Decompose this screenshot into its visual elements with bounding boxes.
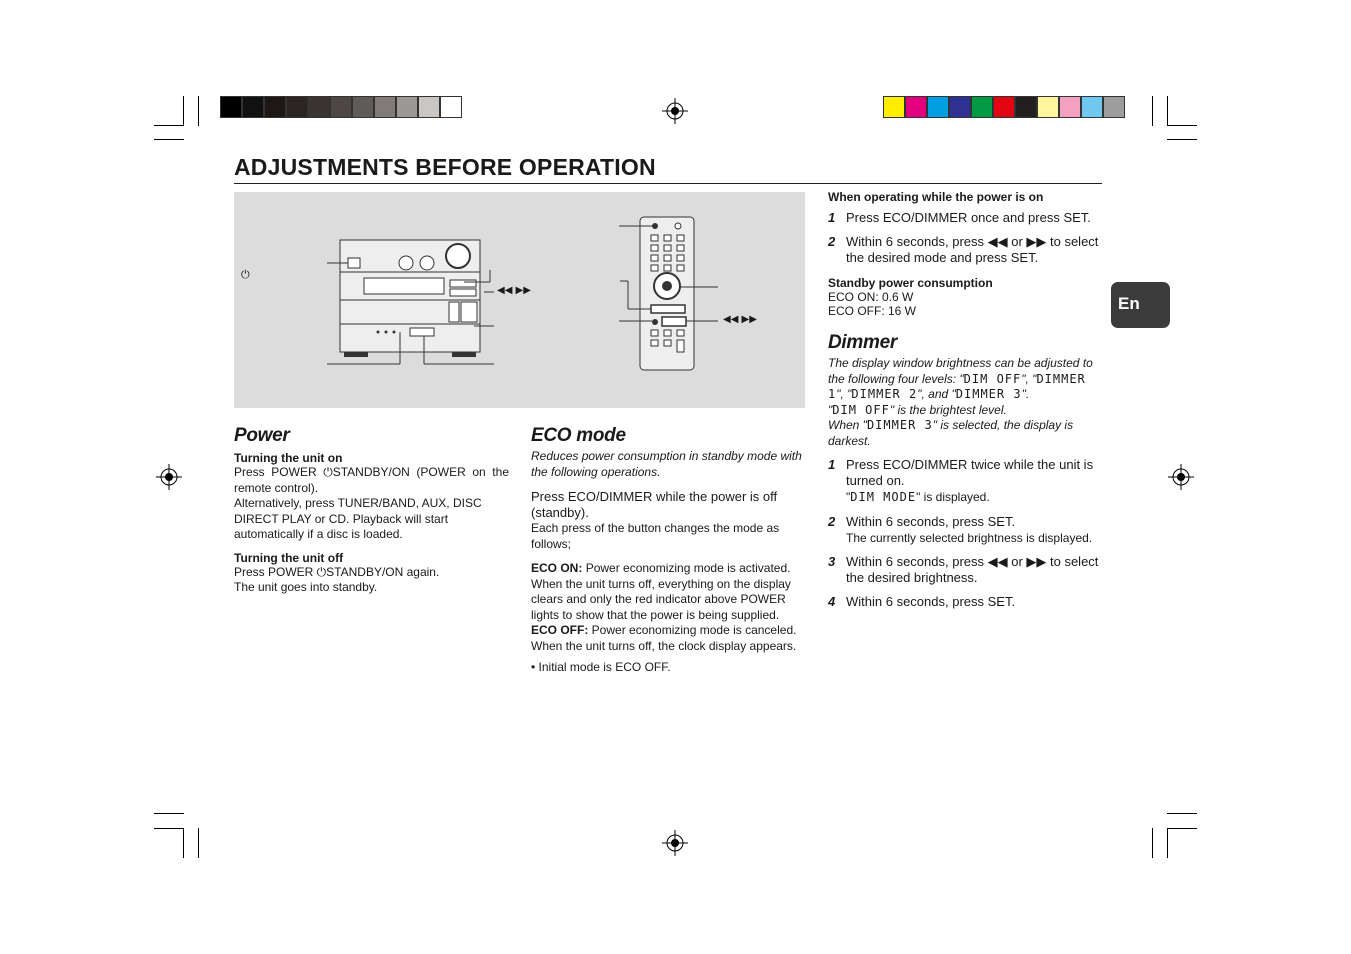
power-icon: ⏻ [241, 268, 250, 281]
separator: ". [1021, 387, 1030, 401]
color-swatch [418, 96, 440, 118]
color-swatch [352, 96, 374, 118]
crop-mark-icon [1167, 828, 1168, 858]
crop-mark-icon [154, 125, 184, 126]
turning-off-text: Press POWER ⏻STANDBY/ON again. [234, 564, 440, 579]
registration-mark-icon [662, 830, 688, 856]
crop-mark-icon [154, 139, 184, 140]
separator: ", " [1021, 371, 1037, 386]
step-note-text: " is displayed. [916, 490, 990, 504]
gray-calibration-bar [220, 96, 462, 118]
color-swatch [286, 96, 308, 118]
color-swatch [1081, 96, 1103, 118]
eco-bullet: • Initial mode is ECO OFF. [531, 660, 671, 674]
skip-arrows-label: ◀◀ ▶▶ [723, 314, 757, 325]
color-swatch [905, 96, 927, 118]
turning-off-subheading: Turning the unit off [234, 550, 344, 565]
step-text: Within 6 seconds, press SET. [846, 513, 1016, 529]
eco-each-text: Each press of the button changes the mode as follows; [531, 521, 780, 551]
step-number: 4 [828, 594, 836, 609]
title-rule [234, 183, 1102, 184]
eco-on-consumption: ECO ON: 0.6 W [828, 290, 914, 304]
darkest-text-a: When " [828, 418, 867, 432]
step-note: The currently selected brightness is displayed. [846, 530, 1093, 545]
color-swatch [1015, 96, 1037, 118]
lcd-text: DIMMER 3 [866, 418, 933, 432]
crop-mark-icon [154, 828, 184, 829]
color-swatch [927, 96, 949, 118]
crop-mark-icon [1152, 96, 1153, 126]
lcd-text: DIMMER 3 [955, 387, 1022, 401]
turning-on-subheading: Turning the unit on [234, 451, 343, 465]
color-swatch [1059, 96, 1081, 118]
eco-off-consumption: ECO OFF: 16 W [828, 304, 917, 318]
lcd-text: DIM OFF [832, 402, 890, 417]
color-swatch [971, 96, 993, 118]
crop-mark-icon [1167, 125, 1197, 126]
eco-off-label: ECO OFF: [531, 623, 589, 637]
step-text: Within 6 seconds, press ◀◀ or ▶▶ to select the desired mode and press SET. [846, 234, 1099, 265]
step-note [846, 490, 990, 504]
crop-mark-icon [1167, 828, 1197, 829]
lcd-text: DIMMER 2 [851, 387, 918, 401]
eco-press-text: Press ECO/DIMMER while the power is off (standby). [531, 489, 778, 520]
device-illustration [234, 192, 805, 408]
eco-on-label: ECO ON: [531, 561, 583, 575]
eco-on-detail: When the unit turns off, everything on the display clears and only the red indicator above POWER lights to show that the power is being supplied. [531, 576, 791, 622]
stereo-unit-drawing [324, 232, 524, 372]
crop-mark-icon [183, 96, 184, 126]
quote: " [828, 402, 833, 417]
step-number: 2 [828, 234, 836, 249]
dimmer-brightest [828, 403, 1103, 419]
power-section [234, 425, 509, 596]
operating-subheading: When operating while the power is on [828, 190, 1044, 204]
turning-off-standby-text: The unit goes into standby. [234, 580, 378, 594]
page-title: ADJUSTMENTS BEFORE OPERATION [234, 154, 656, 180]
crop-mark-icon [1152, 828, 1153, 858]
eco-bullet-text: Initial mode is ECO OFF. [538, 660, 671, 674]
separator: ", and " [917, 387, 956, 401]
dimmer-heading: Dimmer [828, 332, 897, 353]
step-number: 1 [828, 210, 836, 225]
dimmer-intro [828, 356, 1103, 403]
eco-heading: ECO mode [531, 425, 626, 446]
eco-step-1 [828, 210, 1103, 226]
color-swatch [883, 96, 905, 118]
dimmer-step-2 [828, 514, 1103, 547]
color-swatch [949, 96, 971, 118]
eco-intro: Reduces power consumption in standby mode with the following operations. [531, 449, 802, 479]
lcd-text: DIMMER 1 [828, 371, 1086, 401]
color-swatch [242, 96, 264, 118]
dimmer-intro-text: The display window brightness can be adjusted to the following four levels: " [828, 356, 1093, 386]
step-text: Within 6 seconds, press SET. [846, 594, 1016, 609]
color-swatch [374, 96, 396, 118]
color-swatch [1037, 96, 1059, 118]
brightest-text: " is the brightest level. [889, 402, 1007, 417]
color-swatch [1103, 96, 1125, 118]
step-text: Press ECO/DIMMER once and press SET. [846, 210, 1091, 225]
crop-mark-icon [183, 828, 184, 858]
eco-off-text: Power economizing mode is canceled. [591, 623, 797, 637]
eco-step-2 [828, 234, 1103, 266]
lcd-text: DIM OFF [963, 371, 1022, 386]
registration-mark-icon [662, 98, 688, 124]
color-swatch [396, 96, 418, 118]
dimmer-step-3 [828, 554, 1103, 586]
step-number: 1 [828, 457, 836, 472]
step-number: 3 [828, 554, 836, 569]
turning-on-text: Press POWER ⏻STANDBY/ON (POWER on the remote control). [234, 465, 509, 495]
crop-mark-icon [1167, 813, 1197, 814]
color-swatch [264, 96, 286, 118]
crop-mark-icon [1167, 96, 1168, 126]
quote: " [846, 490, 851, 504]
eco-off-line [531, 623, 807, 639]
eco-off-detail: When the unit turns off, the clock display appears. [531, 638, 797, 653]
dimmer-step-4 [828, 594, 1103, 610]
power-heading: Power [234, 425, 290, 446]
remote-control-drawing [618, 214, 728, 374]
color-swatch [993, 96, 1015, 118]
right-column [828, 190, 1103, 610]
language-tab-label: En [1118, 294, 1140, 313]
color-swatch [220, 96, 242, 118]
crop-mark-icon [154, 813, 184, 814]
color-swatch [330, 96, 352, 118]
dimmer-step-1 [828, 457, 1103, 506]
color-swatch [308, 96, 330, 118]
turning-on-alt-text: Alternatively, press TUNER/BAND, AUX, DISC DIRECT PLAY or CD. Playback will start automatically if a disc is loaded. [234, 496, 482, 541]
darkest-text-b: " is selected, the display is darkest. [828, 418, 1074, 448]
registration-mark-icon [1168, 464, 1194, 490]
standby-subheading: Standby power consumption [828, 276, 993, 290]
eco-on-line [531, 561, 807, 577]
color-calibration-bar [883, 96, 1125, 118]
step-number: 2 [828, 513, 836, 529]
color-swatch [440, 96, 462, 118]
registration-mark-icon [156, 464, 182, 490]
skip-arrows-label: ◀◀ ▶▶ [497, 285, 531, 296]
lcd-text: DIM MODE [850, 490, 917, 504]
eco-section [531, 425, 807, 676]
crop-mark-icon [1167, 139, 1197, 140]
step-text: Press ECO/DIMMER twice while the unit is turned on. [846, 457, 1094, 488]
language-tab [1111, 282, 1170, 328]
crop-mark-icon [198, 96, 199, 126]
crop-mark-icon [198, 828, 199, 858]
step-text: Within 6 seconds, press ◀◀ or ▶▶ to select the desired brightness. [846, 554, 1099, 585]
eco-on-text: Power economizing mode is activated. [585, 561, 791, 575]
dimmer-darkest [828, 418, 1103, 449]
separator: ", " [836, 387, 852, 401]
